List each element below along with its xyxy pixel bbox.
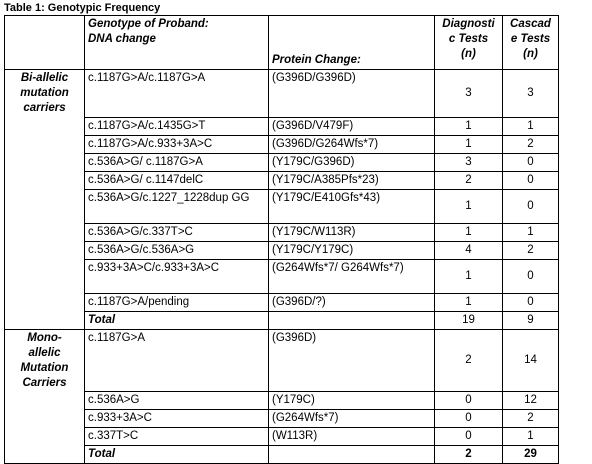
cascade-count-cell: 0 [503, 171, 559, 189]
biallelic-row [5, 241, 559, 259]
biallelic-group-cell [5, 189, 85, 223]
monoallelic-row [5, 428, 559, 446]
protein-change-cell: (G396D/?) [269, 293, 435, 311]
header-genotype [85, 16, 269, 70]
cascade-count-cell: 0 [503, 259, 559, 293]
total-cascade-cell: 9 [503, 311, 559, 329]
total-empty-cell [269, 446, 435, 464]
header-diagnostic [435, 16, 503, 70]
cascade-count-cell: 0 [503, 189, 559, 223]
cascade-count-cell: 2 [503, 241, 559, 259]
dna-change-cell: c.536A>G/ c.1147delC [85, 171, 269, 189]
total-label: Total [85, 311, 269, 329]
header-cascade-line2: e Tests [510, 33, 551, 45]
header-empty-cell [5, 16, 85, 70]
biallelic-group-cell [5, 171, 85, 189]
dna-change-cell: c.1187G>A/c.933+3A>C [85, 135, 269, 153]
diagnostic-count-cell: 0 [435, 410, 503, 428]
diagnostic-count-cell: 3 [435, 70, 503, 118]
biallelic-total-row [5, 311, 559, 329]
cascade-count-cell: 1 [503, 428, 559, 446]
header-diagnostic-line1: Diagnosti [442, 18, 495, 30]
cascade-count-cell: 1 [503, 117, 559, 135]
protein-change-cell: (Y179C/W113R) [269, 223, 435, 241]
monoallelic-group-cell [5, 410, 85, 428]
monoallelic-group-label-line: Mono- [27, 331, 62, 344]
header-genotype-label: Genotype of Proband: [88, 18, 209, 30]
protein-change-cell: (G396D/G264Wfs*7) [269, 135, 435, 153]
biallelic-row [5, 259, 559, 293]
monoallelic-group-label-line: Carriers [22, 376, 67, 389]
diagnostic-count-cell: 1 [435, 189, 503, 223]
cascade-count-cell: 2 [503, 135, 559, 153]
biallelic-group-label-line: Bi-allelic [20, 72, 69, 84]
header-diagnostic-line2: c Tests [448, 33, 489, 45]
biallelic-row [5, 135, 559, 153]
diagnostic-count-cell: 0 [435, 428, 503, 446]
biallelic-row [5, 153, 559, 171]
protein-change-cell: (G264Wfs*7) [269, 410, 435, 428]
biallelic-group-cell [5, 259, 85, 293]
dna-change-cell: c.536A>G [85, 392, 269, 410]
cascade-count-cell: 0 [503, 153, 559, 171]
protein-change-cell: (G264Wfs*7/ G264Wfs*7) [269, 259, 435, 293]
dna-change-cell: c.536A>G/ c.1187G>A [85, 153, 269, 171]
monoallelic-row [5, 329, 559, 392]
protein-change-cell: (Y179C/G396D) [269, 153, 435, 171]
table-caption: Table 1: Genotypic Frequency [4, 2, 161, 14]
biallelic-group-label-line: mutation [20, 87, 69, 99]
dna-change-cell: c.1187G>A/c.1435G>T [85, 117, 269, 135]
protein-change-cell: (W113R) [269, 428, 435, 446]
monoallelic-group-cell [5, 446, 85, 464]
biallelic-group-cell [5, 153, 85, 171]
biallelic-group-cell [5, 311, 85, 329]
dna-change-cell: c.933+3A>C/c.933+3A>C [85, 259, 269, 293]
genotypic-frequency-table [4, 15, 559, 464]
dna-change-cell: c.536A>G/c.1227_1228dup GG [85, 189, 269, 223]
monoallelic-group-cell [5, 428, 85, 446]
dna-change-cell: c.1187G>A/c.1187G>A [85, 70, 269, 118]
diagnostic-count-cell: 2 [435, 329, 503, 392]
biallelic-group-cell [5, 241, 85, 259]
monoallelic-group-label-line: Mutation [20, 361, 69, 374]
diagnostic-count-cell: 1 [435, 117, 503, 135]
monoallelic-row [5, 410, 559, 428]
monoallelic-group-cell [5, 392, 85, 410]
biallelic-row [5, 189, 559, 223]
biallelic-row [5, 70, 559, 118]
biallelic-row [5, 223, 559, 241]
cascade-count-cell: 1 [503, 223, 559, 241]
diagnostic-count-cell: 1 [435, 223, 503, 241]
protein-change-cell: (G396D/G396D) [269, 70, 435, 118]
header-row [5, 16, 559, 70]
cascade-count-cell: 0 [503, 293, 559, 311]
protein-change-cell: (G396D) [269, 329, 435, 392]
cascade-count-cell: 14 [503, 329, 559, 392]
dna-change-cell: c.536A>G/c.337T>C [85, 223, 269, 241]
protein-change-cell: (Y179C/Y179C) [269, 241, 435, 259]
diagnostic-count-cell: 0 [435, 392, 503, 410]
diagnostic-count-cell: 1 [435, 293, 503, 311]
dna-change-cell: c.933+3A>C [85, 410, 269, 428]
total-empty-cell [269, 311, 435, 329]
biallelic-group-cell [5, 223, 85, 241]
protein-change-cell: (Y179C) [269, 392, 435, 410]
diagnostic-count-cell: 3 [435, 153, 503, 171]
header-protein: Protein Change: [269, 16, 435, 70]
header-diagnostic-line3: (n) [461, 48, 476, 60]
protein-change-cell: (Y179C/A385Pfs*23) [269, 171, 435, 189]
cascade-count-cell: 12 [503, 392, 559, 410]
monoallelic-group-cell [5, 329, 85, 392]
biallelic-row [5, 117, 559, 135]
header-dna-change-label: DNA change [88, 33, 156, 45]
biallelic-section [5, 70, 559, 330]
total-cascade-cell: 29 [503, 446, 559, 464]
biallelic-group-cell [5, 293, 85, 311]
biallelic-group-cell [5, 135, 85, 153]
biallelic-row [5, 293, 559, 311]
protein-change-cell: (G396D/V479F) [269, 117, 435, 135]
diagnostic-count-cell: 1 [435, 259, 503, 293]
header-cascade-line1: Cascad [510, 18, 551, 30]
biallelic-group-label-line: carriers [23, 102, 66, 114]
dna-change-cell: c.337T>C [85, 428, 269, 446]
biallelic-group-cell [5, 70, 85, 118]
header-cascade-line3: (n) [523, 48, 538, 60]
monoallelic-row [5, 392, 559, 410]
dna-change-cell: c.1187G>A/pending [85, 293, 269, 311]
diagnostic-count-cell: 1 [435, 135, 503, 153]
monoallelic-total-row [5, 446, 559, 464]
diagnostic-count-cell: 2 [435, 171, 503, 189]
monoallelic-section [5, 329, 559, 464]
cascade-count-cell: 3 [503, 70, 559, 118]
biallelic-group-cell [5, 117, 85, 135]
monoallelic-group-label-line: allelic [28, 346, 61, 359]
header-cascade [503, 16, 559, 70]
diagnostic-count-cell: 4 [435, 241, 503, 259]
dna-change-cell: c.536A>G/c.536A>G [85, 241, 269, 259]
dna-change-cell: c.1187G>A [85, 329, 269, 392]
total-diagnostic-cell: 2 [435, 446, 503, 464]
total-label: Total [85, 446, 269, 464]
protein-change-cell: (Y179C/E410Gfs*43) [269, 189, 435, 223]
total-diagnostic-cell: 19 [435, 311, 503, 329]
biallelic-row [5, 171, 559, 189]
cascade-count-cell: 2 [503, 410, 559, 428]
